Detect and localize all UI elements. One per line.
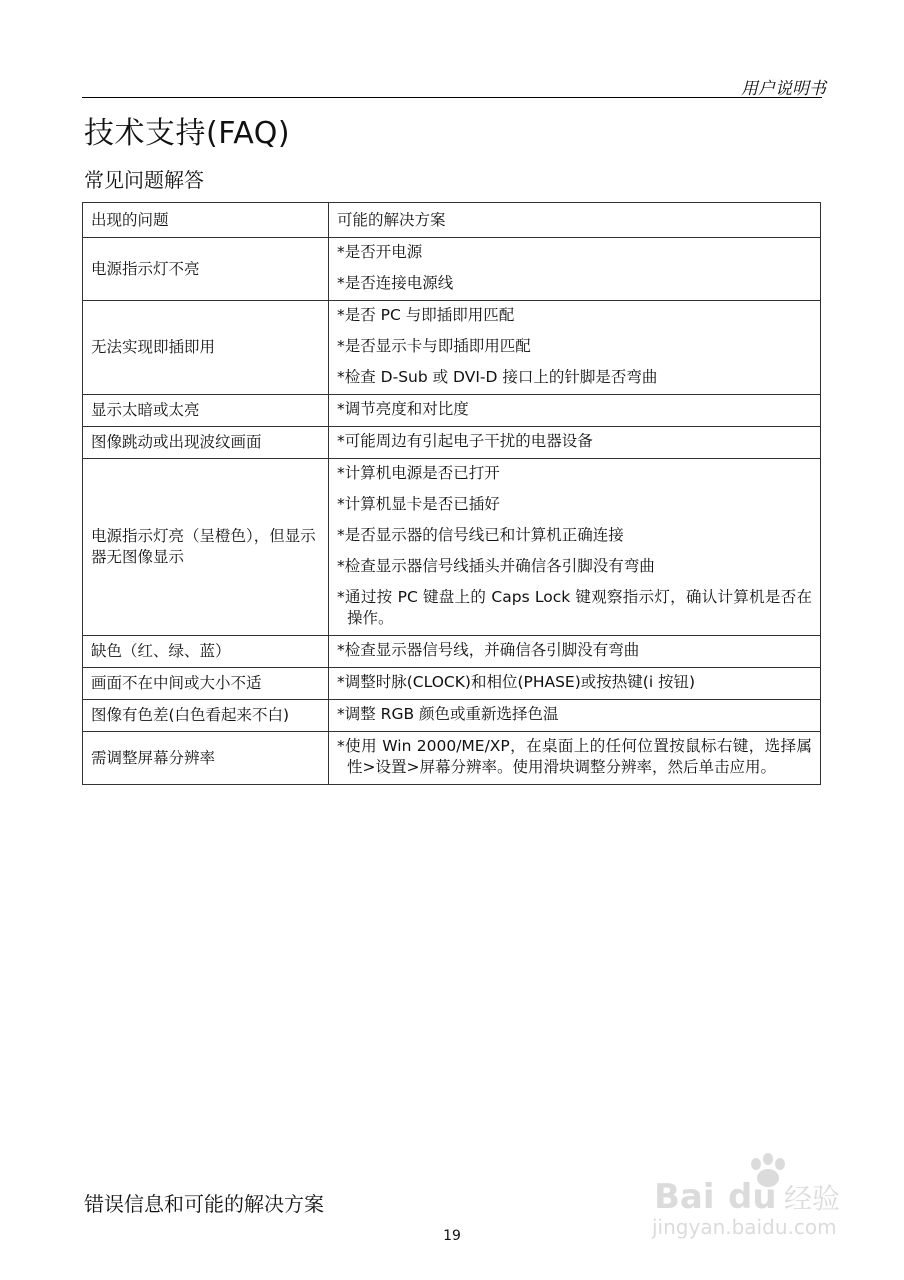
solution-item: *可能周边有引起电子干扰的电器设备	[337, 432, 593, 450]
problem-cell: 画面不在中间或大小不适	[83, 668, 329, 700]
table-row	[83, 668, 821, 700]
bottom-section-title: 错误信息和可能的解决方案	[84, 1192, 324, 1216]
solution-cell	[329, 238, 821, 301]
table-row	[83, 732, 821, 785]
solution-item: *检查显示器信号线插头并确信各引脚没有弯曲	[337, 557, 655, 575]
svg-text:Bai: Bai	[654, 1177, 715, 1217]
solution-item: *通过按 PC 键盘上的 Caps Lock 键观察指示灯，确认计算机是否在操作。	[337, 588, 812, 627]
page-number: 19	[443, 1228, 461, 1244]
svg-text:经验: 经验	[784, 1182, 841, 1215]
problem-cell: 图像跳动或出现波纹画面	[83, 427, 329, 459]
page-title: 技术支持(FAQ)	[84, 116, 291, 151]
table-row	[83, 395, 821, 427]
svg-text:du: du	[728, 1177, 777, 1217]
solution-item: *是否 PC 与即插即用匹配	[337, 306, 515, 324]
table-row	[83, 238, 821, 301]
table-header-row	[83, 203, 821, 238]
solution-item: *调节亮度和对比度	[337, 400, 469, 418]
solution-item: *检查 D-Sub 或 DVI-D 接口上的针脚是否弯曲	[337, 368, 658, 386]
table-row	[83, 427, 821, 459]
problem-cell: 显示太暗或太亮	[83, 395, 329, 427]
solution-cell	[329, 636, 821, 668]
svg-text:jingyan.baidu.com: jingyan.baidu.com	[652, 1215, 837, 1239]
solution-cell	[329, 459, 821, 636]
problem-cell: 无法实现即插即用	[83, 301, 329, 395]
problem-cell: 需调整屏幕分辨率	[83, 732, 329, 785]
solution-cell	[329, 395, 821, 427]
solution-item: *检查显示器信号线，并确信各引脚没有弯曲	[337, 641, 640, 659]
table-row	[83, 459, 821, 636]
column-header-solution: 可能的解决方案	[329, 203, 821, 238]
solution-cell	[329, 732, 821, 785]
solution-item: *调整时脉(CLOCK)和相位(PHASE)或按热键(i 按钮)	[337, 673, 696, 691]
problem-cell: 图像有色差(白色看起来不白)	[83, 700, 329, 732]
solution-item: *是否开电源	[337, 243, 423, 261]
table-row	[83, 636, 821, 668]
solution-cell	[329, 668, 821, 700]
problem-cell: 电源指示灯亮（呈橙色），但显示器无图像显示	[83, 459, 329, 636]
header-rule	[82, 97, 822, 98]
problem-cell: 缺色（红、绿、蓝）	[83, 636, 329, 668]
solution-cell	[329, 427, 821, 459]
solution-item: *计算机电源是否已打开	[337, 464, 500, 482]
section-title: 常见问题解答	[84, 168, 204, 192]
solution-cell	[329, 301, 821, 395]
solution-item: *是否显示卡与即插即用匹配	[337, 337, 531, 355]
problem-cell: 电源指示灯不亮	[83, 238, 329, 301]
header-label: 用户说明书	[741, 79, 826, 99]
table-row	[83, 700, 821, 732]
solution-item: *是否显示器的信号线已和计算机正确连接	[337, 526, 624, 544]
baidu-watermark-logo	[644, 1150, 864, 1240]
faq-table	[82, 202, 821, 785]
faq-table-body	[83, 203, 821, 785]
column-header-problem: 出现的问题	[83, 203, 329, 238]
solution-cell	[329, 700, 821, 732]
solution-item: *计算机显卡是否已插好	[337, 495, 500, 513]
solution-item: *调整 RGB 颜色或重新选择色温	[337, 705, 559, 723]
table-row	[83, 301, 821, 395]
solution-item: *使用 Win 2000/ME/XP，在桌面上的任何位置按鼠标右键，选择属性>设置>屏幕分辨率。使用滑块调整分辨率，然后单击应用。	[337, 737, 812, 776]
solution-item: *是否连接电源线	[337, 274, 454, 292]
